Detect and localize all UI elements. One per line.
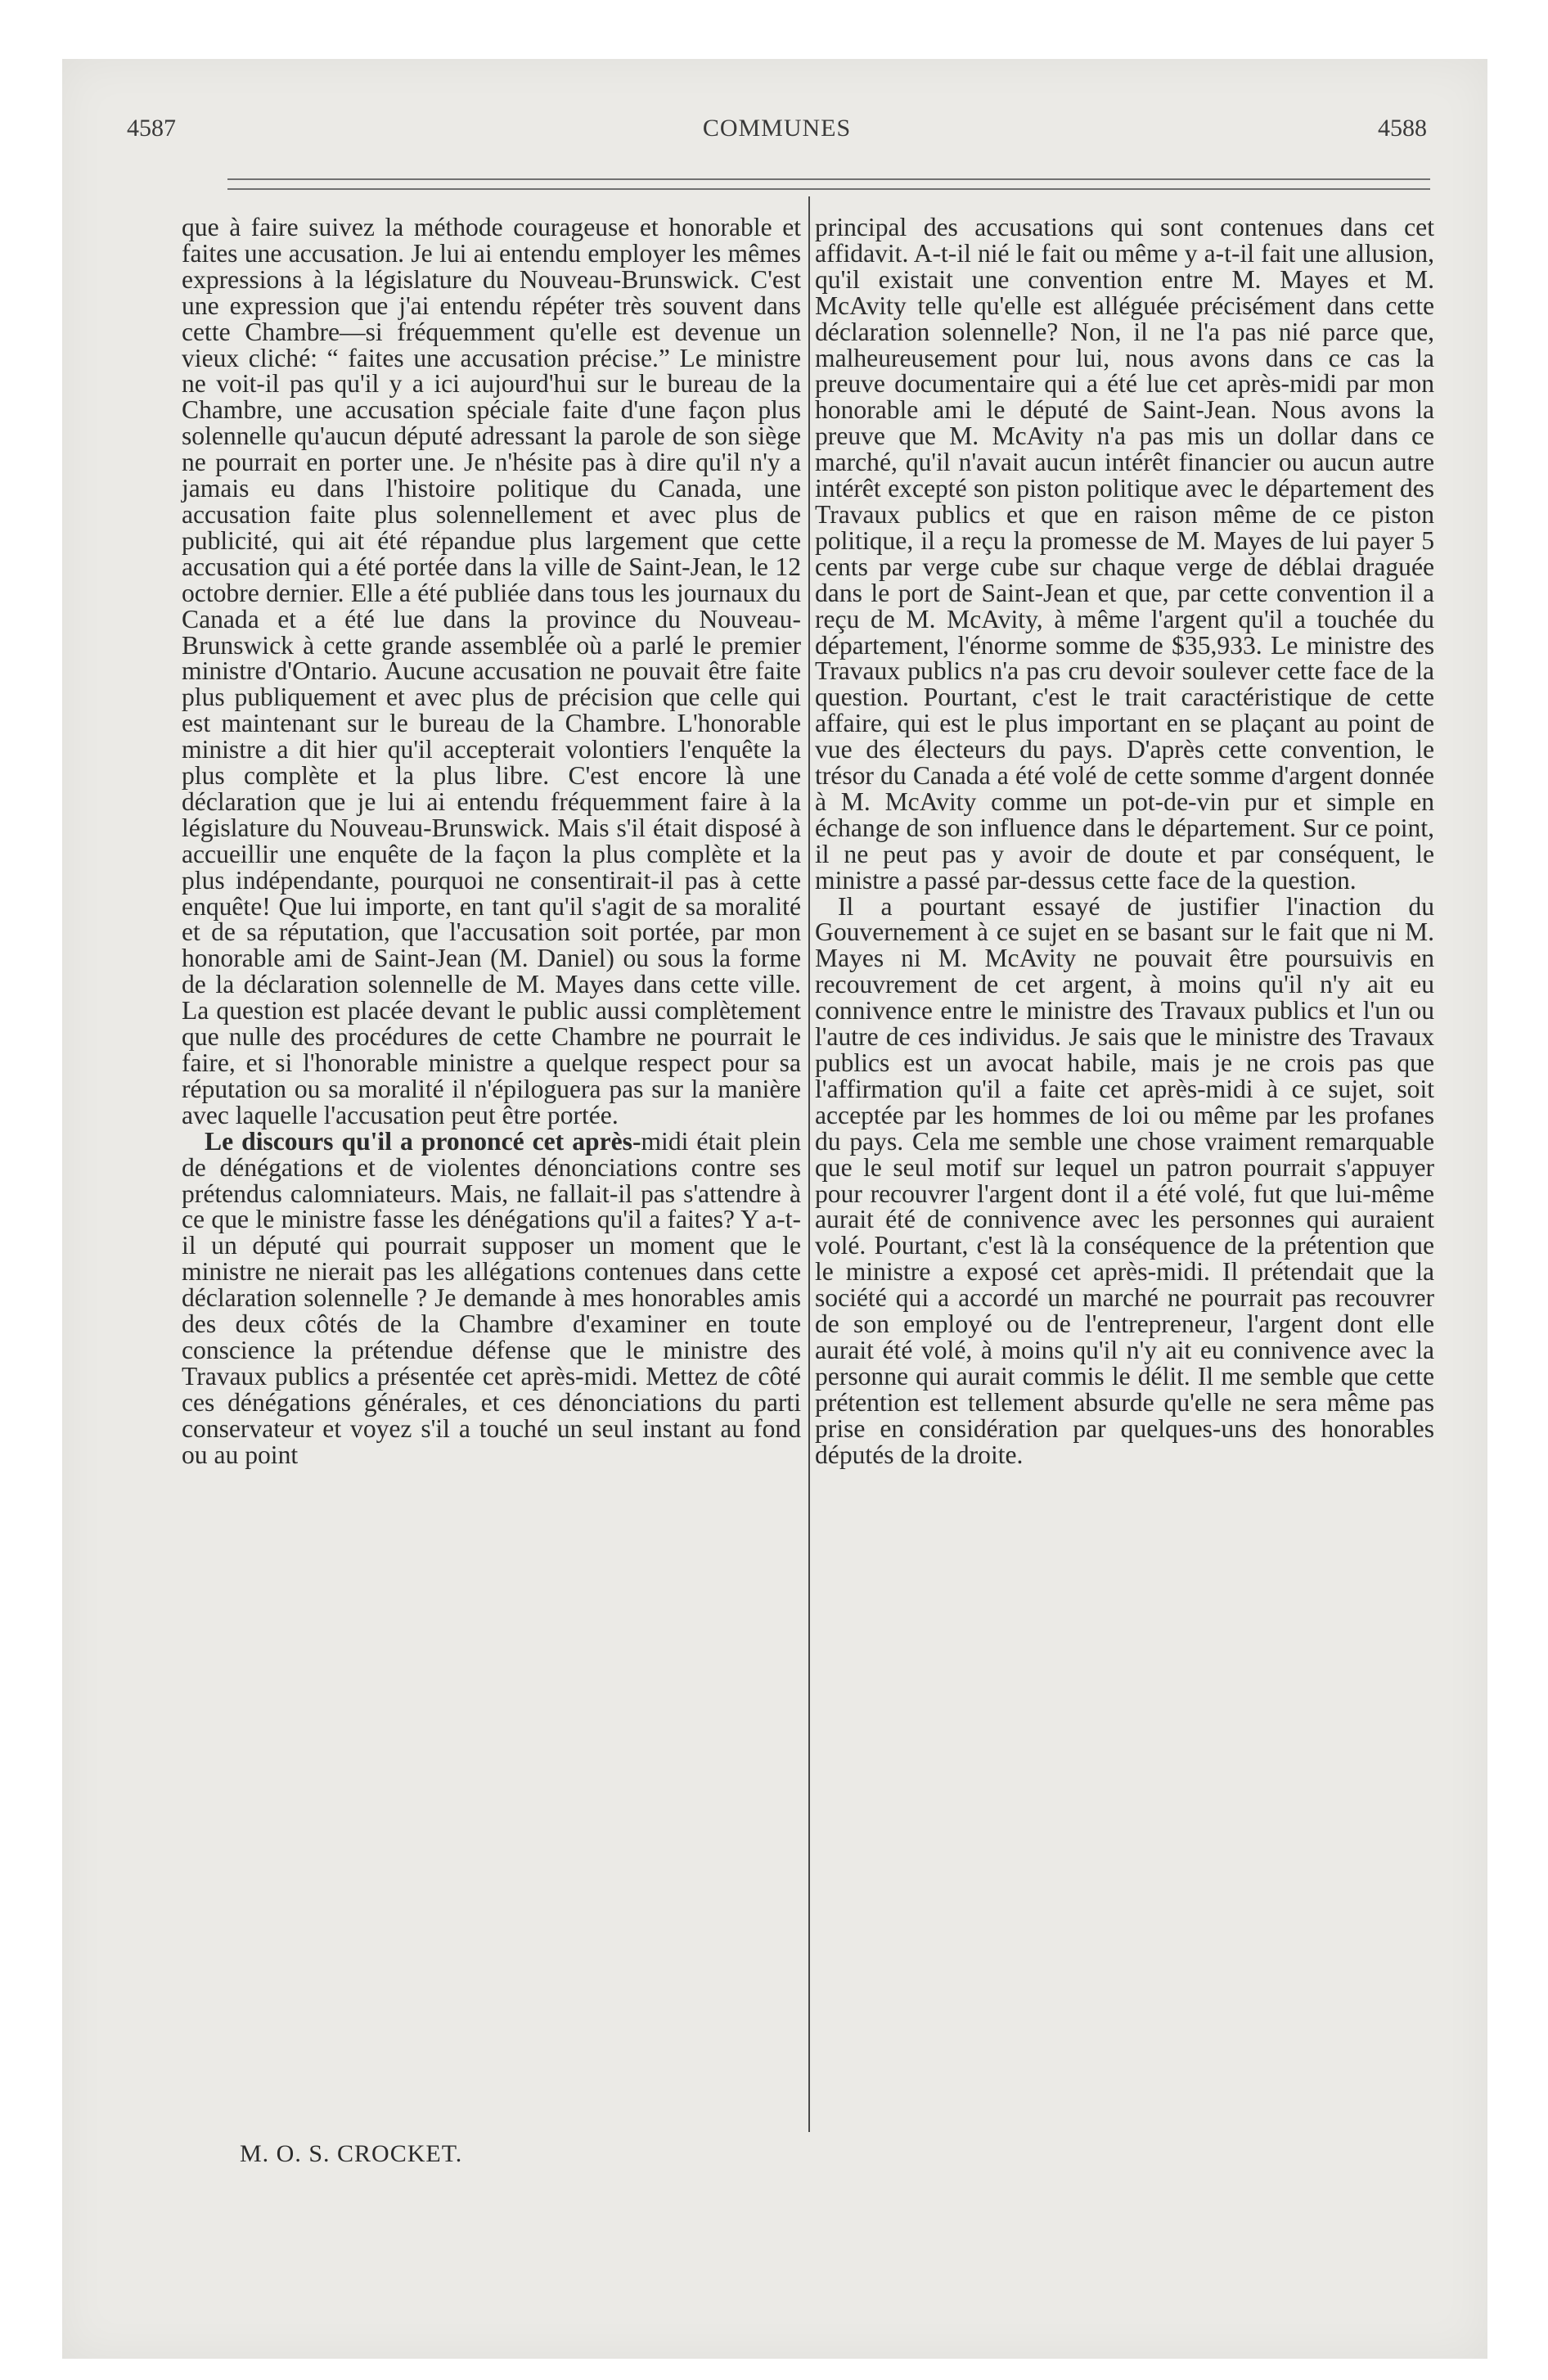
- page-number-right: 4588: [1378, 115, 1427, 142]
- left-paragraph-2: [182, 1126, 801, 1469]
- right-column: [815, 214, 1434, 1468]
- right-paragraph-1: principal des accusations qui sont contenues dans cet affidavit. A-t-il nié le fait ou même y a-t-il fait une allusion, qu'il existait une convention entre M. Mayes et M. McAvity telle qu'elle est alléguée précisément dans cette déclaration solennelle? Non, il ne l'a pas nié parce que, malheureusement pour lui, nous avons dans ce cas la preuve documentaire qui a été lue cet après-midi par mon honorable ami le député de Saint-Jean. Nous avons la preuve que M. McAvity n'a pas mis un dollar dans ce marché, qu'il n'avait aucun intérêt financier ou aucun autre intérêt excepté son piston politique avec le département des Travaux publics et que en raison même de ce piston politique, il a reçu la promesse de M. Mayes de lui payer 5 cents par verge cube sur chaque verge de déblai draguée dans le port de Saint-Jean et que, par cette convention il a reçu de M. McAvity, à même l'argent qu'il a touchée du département, l'énorme somme de $35,933. Le ministre des Travaux publics n'a pas cru devoir soulever cette face de la question. Pourtant, c'est le trait caractéristique de cette affaire, qui est le plus important en se plaçant au point de vue des électeurs du pays. D'après cette convention, le trésor du Canada a été volé de cette somme d'argent donnée à M. McAvity comme un pot-de-vin pur et simple en échange de son influence dans le département. Sur ce point, il ne peut pas y avoir de doute et par conséquent, le ministre a passé par-dessus cette face de la question.: [815, 213, 1434, 895]
- column-divider: [808, 196, 810, 2132]
- left-paragraph-1: que à faire suivez la méthode courageuse et honorable et faites une accusation. Je lui ai entendu employer les mêmes expressions à la législature du Nouveau-Brunswick. C'est une expression que j'ai entendu répéter très souvent dans cette Chambre—si fréquemment qu'elle est devenue un vieux cliché: “ faites une accusation précise.” Le ministre ne voit-il pas qu'il y a ici aujourd'hui sur le bureau de la Chambre, une accusation spéciale faite d'une façon plus solennelle qu'aucun député adressant la parole de son siège ne pourrait en porter une. Je n'hésite pas à dire qu'il n'y a jamais eu dans l'histoire politique du Canada, une accusation faite plus solennellement et avec plus de publicité, qui ait été répandue plus largement que cette accusation qui a été portée dans la ville de Saint-Jean, le 12 octobre dernier. Elle a été publiée dans tous les journaux du Canada et a été lue dans la province du Nouveau-Brunswick à cette grande assemblée où a parlé le premier ministre d'Ontario. Aucune accusation ne pouvait être faite plus publiquement et avec plus de précision que celle qui est maintenant sur le bureau de la Chambre. L'honorable ministre a dit hier qu'il accepterait volontiers l'enquête la plus complète et la plus libre. C'est encore là une déclaration que je lui ai entendu fréquemment faire à la législature du Nouveau-Brunswick. Mais s'il était disposé à accueillir une enquête de la façon la plus complète et la plus indépendante, pourquoi ne consentirait-il pas à cette enquête! Que lui importe, en tant qu'il s'agit de sa moralité et de sa réputation, que l'accusation soit portée, par mon honorable ami de Saint-Jean (M. Daniel) ou sous la forme de la déclaration solennelle de M. Mayes dans cette ville. La question est placée devant le public aussi complètement que nulle des procédures de cette Chambre ne pourrait le faire, et si l'honorable ministre a quelque respect pour sa réputation ou sa moralité il n'épiloguera pas sur la manière avec laquelle l'accusation peut être portée.: [182, 213, 801, 1129]
- header-rule-bottom: [227, 188, 1430, 190]
- page-title: COMMUNES: [702, 115, 852, 142]
- left-column: [182, 214, 801, 1468]
- right-paragraph-2: Il a pourtant essayé de justifier l'inaction du Gouvernement à ce sujet en se basant sur le fait que ni M. Mayes ni M. McAvity ne pouvait être poursuivis en recouvrement de cet argent, à moins qu'il n'y ait eu connivence entre le ministre des Travaux publics et l'un ou l'autre de ces individus. Je sais que le ministre des Travaux publics est un avocat habile, mais je ne crois pas que l'affirmation qu'il a faite cet après-midi à ce sujet, soit acceptée par les hommes de loi ou même par les profanes du pays. Cela me semble une chose vraiment remarquable que le seul motif sur lequel un patron pourrait s'appuyer pour recouvrer l'argent dont il a été volé, fut que lui-même aurait été de connivence avec les personnes qui auraient volé. Pourtant, c'est là la conséquence de la prétention que le ministre a exposé cet après-midi. Il prétendait que la société qui a accordé un marché ne pourrait pas recouvrer de son employé ou de l'entrepreneur, l'argent dont elle aurait été volé, à moins qu'il n'y ait eu connivence avec la personne qui aurait commis le délit. Il me semble que cette prétention est tellement absurde qu'elle ne sera même pas prise en considération par quelques-uns des honorables députés de la droite.: [815, 891, 1434, 1469]
- page-number-left: 4587: [127, 115, 176, 142]
- speaker-attribution: M. O. S. CROCKET.: [240, 2140, 463, 2167]
- left-paragraph-2-body: midi était plein de dénégations et de violentes dénonciations contre ses prétendus calomniateurs. Mais, ne fallait-il pas s'attendre à ce que le ministre fasse les dénégations qu'il a faites? Y a-t-il un député qui pourrait supposer un moment que le ministre ne nierait pas les allégations contenues dans cette déclaration solennelle ? Je demande à mes honorables amis des deux côtés de la Chambre d'examiner en toute conscience la prétendue défense que le ministre des Travaux publics a présentée cet après-midi. Mettez de côté ces dénégations générales, et ces dénonciations du parti conservateur et voyez s'il a touché un seul instant au fond ou au point: [182, 1126, 801, 1469]
- left-paragraph-2-lead: Le discours qu'il a prononcé cet après-: [205, 1126, 641, 1156]
- page-header: [127, 115, 1427, 147]
- header-rule-top: [227, 178, 1430, 180]
